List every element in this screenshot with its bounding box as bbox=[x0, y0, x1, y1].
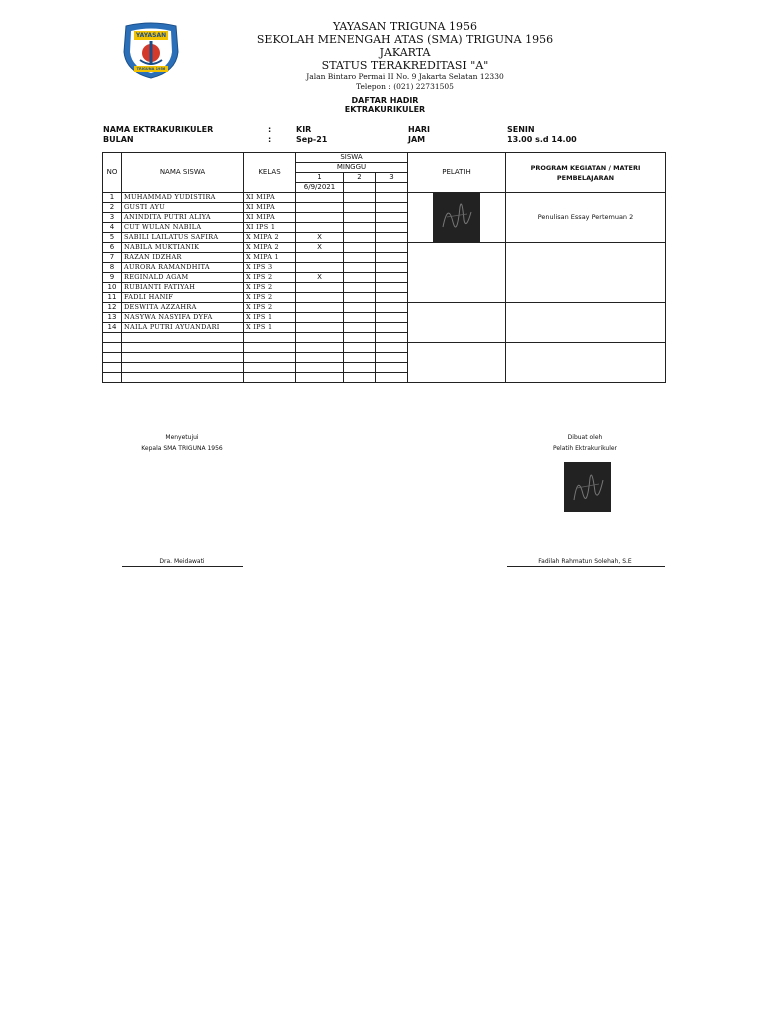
row-week-2 bbox=[344, 273, 376, 283]
row-week-1: X bbox=[296, 243, 344, 253]
row-no: 7 bbox=[103, 253, 122, 263]
row-week-3 bbox=[376, 213, 408, 223]
row-student-name bbox=[122, 353, 244, 363]
ekskul-value: KIR bbox=[296, 125, 312, 134]
header-pelatih: PELATIH bbox=[408, 153, 506, 193]
row-week-2 bbox=[344, 313, 376, 323]
table-row bbox=[103, 343, 666, 353]
row-week-1 bbox=[296, 333, 344, 343]
row-no bbox=[103, 333, 122, 343]
row-class: X IPS 2 bbox=[244, 293, 296, 303]
bulan-value: Sep-21 bbox=[296, 135, 328, 144]
row-week-3 bbox=[376, 323, 408, 333]
row-program-cell bbox=[506, 243, 666, 303]
row-student-name: NASYWA NASYIFA DYFA bbox=[122, 313, 244, 323]
row-no: 3 bbox=[103, 213, 122, 223]
row-week-3 bbox=[376, 223, 408, 233]
row-no: 4 bbox=[103, 223, 122, 233]
ekskul-colon: : bbox=[268, 125, 272, 134]
row-week-3 bbox=[376, 193, 408, 203]
row-week-1 bbox=[296, 203, 344, 213]
row-week-1 bbox=[296, 293, 344, 303]
row-student-name bbox=[122, 343, 244, 353]
row-no: 5 bbox=[103, 233, 122, 243]
row-pelatih-cell bbox=[408, 243, 506, 303]
row-week-1 bbox=[296, 363, 344, 373]
row-student-name: GUSTI AYU bbox=[122, 203, 244, 213]
row-no: 12 bbox=[103, 303, 122, 313]
row-no: 9 bbox=[103, 273, 122, 283]
row-week-2 bbox=[344, 253, 376, 263]
footer-signature-image bbox=[564, 462, 611, 512]
row-week-2 bbox=[344, 293, 376, 303]
row-pelatih-cell bbox=[408, 343, 506, 383]
maker-title: Pelatih Ektrakurikuler bbox=[552, 445, 618, 452]
row-week-2 bbox=[344, 213, 376, 223]
row-student-name: NAILA PUTRI AYUANDARI bbox=[122, 323, 244, 333]
row-class bbox=[244, 353, 296, 363]
row-student-name: AURORA RAMANDHITA bbox=[122, 263, 244, 273]
phone: Telepon : (021) 22731505 bbox=[356, 82, 454, 91]
doc-title: DAFTAR HADIR bbox=[351, 96, 419, 105]
row-class bbox=[244, 333, 296, 343]
row-week-1 bbox=[296, 323, 344, 333]
row-class: X MIPA 2 bbox=[244, 243, 296, 253]
row-week-3 bbox=[376, 243, 408, 253]
logo-top-text: YAYASAN bbox=[135, 32, 167, 39]
row-no bbox=[103, 353, 122, 363]
row-class: X IPS 1 bbox=[244, 313, 296, 323]
row-no: 13 bbox=[103, 313, 122, 323]
row-no: 1 bbox=[103, 193, 122, 203]
row-student-name: FADLI HANIF bbox=[122, 293, 244, 303]
row-no: 2 bbox=[103, 203, 122, 213]
row-week-3 bbox=[376, 253, 408, 263]
header-no: NO bbox=[103, 153, 122, 193]
school-logo bbox=[120, 22, 182, 80]
row-week-2 bbox=[344, 353, 376, 363]
row-class: XI MIPA bbox=[244, 213, 296, 223]
row-week-2 bbox=[344, 373, 376, 383]
row-week-1 bbox=[296, 193, 344, 203]
row-class: X MIPA 1 bbox=[244, 253, 296, 263]
row-class: X MIPA 2 bbox=[244, 233, 296, 243]
row-week-1 bbox=[296, 283, 344, 293]
row-student-name: MUHAMMAD YUDISTIRA bbox=[122, 193, 244, 203]
row-week-2 bbox=[344, 203, 376, 213]
city: JAKARTA bbox=[379, 46, 431, 59]
row-week-2 bbox=[344, 333, 376, 343]
row-week-2 bbox=[344, 263, 376, 273]
row-class: X IPS 1 bbox=[244, 323, 296, 333]
row-class: XI IPS 1 bbox=[244, 223, 296, 233]
row-student-name: SABILI LAILATUS SAFIRA bbox=[122, 233, 244, 243]
row-week-2 bbox=[344, 343, 376, 353]
row-week-2 bbox=[344, 363, 376, 373]
jam-label: JAM bbox=[408, 135, 426, 144]
row-week-2 bbox=[344, 233, 376, 243]
row-week-1 bbox=[296, 253, 344, 263]
hari-value: SENIN bbox=[507, 125, 535, 134]
row-week-1 bbox=[296, 303, 344, 313]
row-week-1 bbox=[296, 343, 344, 353]
row-week-3 bbox=[376, 273, 408, 283]
row-week-1 bbox=[296, 313, 344, 323]
header-kelas: KELAS bbox=[244, 153, 296, 193]
approver-name: Dra. Meidawati bbox=[159, 558, 205, 565]
row-week-3 bbox=[376, 233, 408, 243]
row-program-cell: Penulisan Essay Pertemuan 2 bbox=[506, 193, 666, 243]
row-week-3 bbox=[376, 303, 408, 313]
pelatih-signature-image bbox=[433, 192, 480, 242]
row-week-2 bbox=[344, 223, 376, 233]
row-week-3 bbox=[376, 373, 408, 383]
row-student-name: REGINALD AGAM bbox=[122, 273, 244, 283]
row-no bbox=[103, 373, 122, 383]
row-class bbox=[244, 373, 296, 383]
table-row bbox=[103, 303, 666, 313]
header-week-1: 1 bbox=[296, 173, 344, 183]
row-no: 6 bbox=[103, 243, 122, 253]
row-week-3 bbox=[376, 313, 408, 323]
doc-subtitle: EKTRAKURIKULER bbox=[344, 105, 426, 114]
row-no bbox=[103, 363, 122, 373]
header-nama-siswa: NAMA SISWA bbox=[122, 153, 244, 193]
row-week-3 bbox=[376, 333, 408, 343]
maker-name: Fadilah Rahmatun Solehah, S.E bbox=[538, 558, 632, 565]
header-week-3: 3 bbox=[376, 173, 408, 183]
bulan-colon: : bbox=[268, 135, 272, 144]
row-week-2 bbox=[344, 323, 376, 333]
row-student-name bbox=[122, 333, 244, 343]
row-no bbox=[103, 343, 122, 353]
row-student-name: DESWITA AZZAHRA bbox=[122, 303, 244, 313]
address: Jalan Bintaro Permai II No. 9 Jakarta Selatan 12330 bbox=[306, 72, 504, 81]
row-week-3 bbox=[376, 343, 408, 353]
foundation-name: YAYASAN TRIGUNA 1956 bbox=[333, 20, 477, 33]
row-student-name: RAZAN IDZHAR bbox=[122, 253, 244, 263]
row-no: 14 bbox=[103, 323, 122, 333]
accreditation: STATUS TERAKREDITASI "A" bbox=[321, 59, 489, 72]
row-student-name: CUT WULAN NABILA bbox=[122, 223, 244, 233]
row-program-cell bbox=[506, 343, 666, 383]
maker-label: Dibuat oleh bbox=[567, 434, 603, 441]
row-week-3 bbox=[376, 363, 408, 373]
row-week-1 bbox=[296, 263, 344, 273]
attendance-table bbox=[102, 152, 666, 383]
row-program-cell bbox=[506, 303, 666, 343]
row-week-2 bbox=[344, 283, 376, 293]
approver-title: Kepala SMA TRIGUNA 1956 bbox=[141, 445, 223, 452]
row-week-2 bbox=[344, 303, 376, 313]
row-week-3 bbox=[376, 293, 408, 303]
row-class: X IPS 3 bbox=[244, 263, 296, 273]
row-week-2 bbox=[344, 243, 376, 253]
row-class bbox=[244, 343, 296, 353]
hari-label: HARI bbox=[408, 125, 431, 134]
row-week-1: X bbox=[296, 233, 344, 243]
header-siswa: SISWA bbox=[296, 153, 408, 163]
header-program: PROGRAM KEGIATAN / MATERI PEMBELAJARAN bbox=[506, 153, 666, 193]
row-week-3 bbox=[376, 353, 408, 363]
row-pelatih-cell bbox=[408, 303, 506, 343]
school-name: SEKOLAH MENENGAH ATAS (SMA) TRIGUNA 1956 bbox=[256, 33, 554, 46]
logo-bottom-text: TRIGUNA 1956 bbox=[136, 67, 166, 71]
row-no: 10 bbox=[103, 283, 122, 293]
row-student-name: ANINDITA PUTRI ALIYA bbox=[122, 213, 244, 223]
row-week-1 bbox=[296, 213, 344, 223]
jam-value: 13.00 s.d 14.00 bbox=[507, 135, 577, 144]
row-week-1 bbox=[296, 373, 344, 383]
row-week-3 bbox=[376, 263, 408, 273]
row-week-1: X bbox=[296, 273, 344, 283]
maker-signature-line bbox=[507, 566, 665, 567]
row-no: 8 bbox=[103, 263, 122, 273]
row-week-2 bbox=[344, 193, 376, 203]
row-student-name bbox=[122, 363, 244, 373]
row-class: XI MIPA bbox=[244, 193, 296, 203]
row-week-3 bbox=[376, 203, 408, 213]
header-date-1: 6/9/2021 bbox=[296, 183, 344, 193]
row-week-3 bbox=[376, 283, 408, 293]
row-student-name bbox=[122, 373, 244, 383]
row-no: 11 bbox=[103, 293, 122, 303]
row-class: X IPS 2 bbox=[244, 273, 296, 283]
approver-signature-line bbox=[122, 566, 243, 567]
bulan-label: BULAN bbox=[103, 135, 134, 144]
row-class: XI MIPA bbox=[244, 203, 296, 213]
row-class bbox=[244, 363, 296, 373]
header-week-2: 2 bbox=[344, 173, 376, 183]
row-week-1 bbox=[296, 223, 344, 233]
approval-label: Menyetujui bbox=[165, 434, 199, 441]
ekskul-label: NAMA EKTRAKURIKULER bbox=[103, 125, 214, 134]
row-week-1 bbox=[296, 353, 344, 363]
row-student-name: RUBIANTI FATIYAH bbox=[122, 283, 244, 293]
header-minggu: MINGGU bbox=[296, 163, 408, 173]
table-row bbox=[103, 193, 666, 203]
row-class: X IPS 2 bbox=[244, 303, 296, 313]
table-row bbox=[103, 243, 666, 253]
row-student-name: NABILA MUKTIANIK bbox=[122, 243, 244, 253]
row-class: X IPS 2 bbox=[244, 283, 296, 293]
